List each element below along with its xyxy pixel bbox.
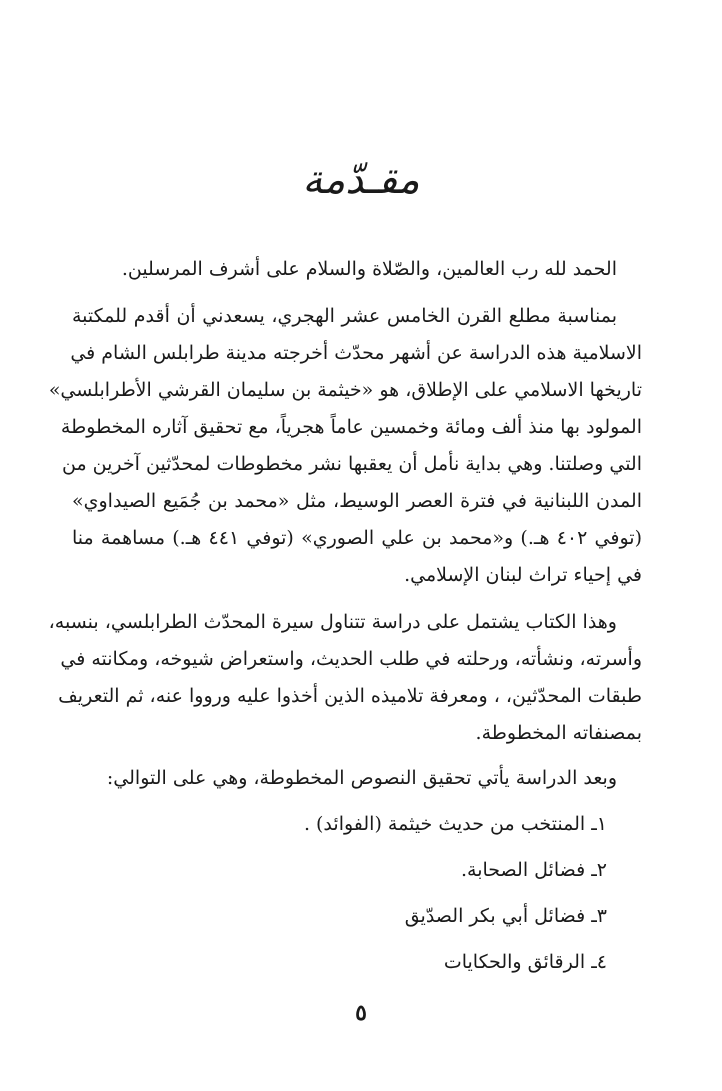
paragraph-2-line-1: بمناسبة مطلع القرن الخامس عشر الهجري، يسعدني أن أقدم للمكتبة — [72, 305, 617, 327]
paragraph-3-line-2: وأسرته، ونشأته، ورحلته في طلب الحديث، واستعراض شيوخه، ومكانته في — [60, 648, 642, 670]
list-item-3: ٣ـ فضائل أبي بكر الصدّيق — [404, 905, 607, 927]
paragraph-2-line-2: الاسلامية هذه الدراسة عن أشهر محدّث أخرجته مدينة طرابلس الشام في — [70, 342, 642, 364]
list-item-2: ٢ـ فضائل الصحابة. — [460, 859, 607, 881]
paragraph-2-line-7: (توفي ٤٠٢ هـ.) و«محمد بن علي الصوري» (توفي ٤٤١ هـ.) مساهمة منا — [72, 527, 642, 549]
list-item-1: ١ـ المنتخب من حديث خيثمة (الفوائد) . — [303, 813, 607, 835]
page-number: ٥ — [355, 1000, 367, 1026]
paragraph-2-line-6: المدن اللبنانية في فترة العصر الوسيط، مثل «محمد بن جُمَيع الصيداوي» — [72, 490, 642, 512]
paragraph-1-line-1: الحمد لله رب العالمين، والصّلاة والسلام على أشرف المرسلين. — [121, 258, 617, 280]
paragraph-3-line-1: وهذا الكتاب يشتمل على دراسة تتناول سيرة المحدّث الطرابلسي، بنسبه، — [48, 611, 617, 633]
paragraph-2-line-4: المولود بها منذ ألف ومائة وخمسين عاماً هجرياً، مع تحقيق آثاره المخطوطة — [60, 416, 642, 438]
paragraph-3-line-3: طبقات المحدّثين، ، ومعرفة تلاميذه الذين أخذوا عليه ورووا عنه، ثم التعريف — [58, 685, 642, 707]
paragraph-2-line-8: في إحياء تراث لبنان الإسلامي. — [404, 564, 642, 586]
paragraph-2-line-5: التي وصلتنا. وهي بداية نأمل أن يعقبها نشر مخطوطات لمحدّثين آخرين من — [62, 453, 642, 475]
paragraph-3-line-4: بمصنفاته المخطوطة. — [475, 722, 642, 744]
paragraph-2-line-3: تاريخها الاسلامي على الإطلاق، هو «خيثمة بن سليمان القرشي الأطرابلسي» — [48, 379, 642, 401]
paragraph-4-line-1: وبعد الدراسة يأتي تحقيق النصوص المخطوطة، وهي على التوالي: — [106, 767, 617, 789]
list-item-4: ٤ـ الرقائق والحكايات — [443, 951, 607, 973]
page-title: مقـدّمة — [302, 157, 420, 203]
